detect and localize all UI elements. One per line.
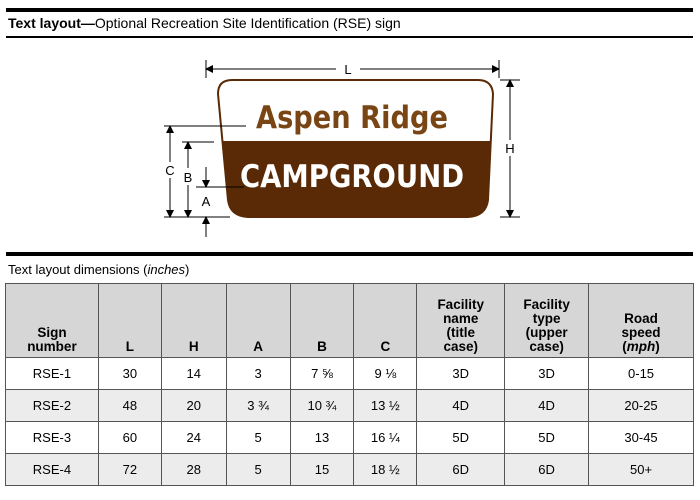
col-header-facility-name: Facility name (title case) (417, 284, 505, 358)
cell-road-speed: 50+ (589, 454, 694, 486)
cell-L: 48 (98, 390, 161, 422)
header-text: Optional Recreation Site Identification (RSE) sign (94, 15, 401, 31)
cell-A: 3 (226, 358, 290, 390)
cell-H: 28 (161, 454, 226, 486)
cell-road-speed: 20-25 (589, 390, 694, 422)
col-header-facility-type: Facility type (upper case) (505, 284, 589, 358)
col-header-H: H (161, 284, 226, 358)
cell-C: 13 ½ (354, 390, 417, 422)
cell-facility-type: 4D (505, 390, 589, 422)
section-rule (6, 252, 693, 256)
cell-A: 3 ¾ (226, 390, 290, 422)
cell-facility-type: 6D (505, 454, 589, 486)
col-header-sign-number: Sign number (6, 284, 99, 358)
dimension-A (202, 167, 211, 237)
header-bold: Text layout— (8, 15, 95, 31)
cell-H: 14 (161, 358, 226, 390)
sign-facility-type: CAMPGROUND (240, 159, 464, 195)
cell-B: 10 ¾ (290, 390, 354, 422)
dimension-L (206, 60, 499, 78)
top-rule (6, 8, 693, 12)
table-row (6, 358, 694, 390)
table-row (6, 422, 694, 454)
dimension-C (165, 129, 174, 214)
cell-facility-name: 4D (417, 390, 505, 422)
col-header-road-speed: Road speed (mph) (589, 284, 694, 358)
cell-A: 5 (226, 454, 290, 486)
dimension-H (500, 80, 520, 217)
cell-C: 18 ½ (354, 454, 417, 486)
col-header-A: A (226, 284, 290, 358)
cell-L: 60 (98, 422, 161, 454)
cell-facility-name: 6D (417, 454, 505, 486)
label-B: B (183, 170, 193, 185)
cell-B: 15 (290, 454, 354, 486)
label-A: A (201, 194, 211, 209)
cell-sign-number: RSE-3 (6, 422, 99, 454)
cell-facility-name: 5D (417, 422, 505, 454)
table-row (6, 454, 694, 486)
cell-sign-number: RSE-2 (6, 390, 99, 422)
cell-C: 9 ⅛ (354, 358, 417, 390)
cell-H: 20 (161, 390, 226, 422)
cell-facility-type: 3D (505, 358, 589, 390)
cell-L: 72 (98, 454, 161, 486)
sign-site-name: Aspen Ridge (256, 100, 448, 136)
cell-facility-type: 5D (505, 422, 589, 454)
cell-C: 16 ¼ (354, 422, 417, 454)
col-header-B: B (290, 284, 354, 358)
dimension-B (184, 145, 193, 214)
cell-road-speed: 30-45 (589, 422, 694, 454)
sign-layout-diagram (0, 40, 700, 250)
header-rule (6, 36, 693, 38)
table-row (6, 390, 694, 422)
cell-sign-number: RSE-1 (6, 358, 99, 390)
label-L: L (344, 62, 352, 77)
table-header-row (6, 284, 694, 358)
cell-sign-number: RSE-4 (6, 454, 99, 486)
dimensions-table (5, 283, 694, 486)
cell-B: 13 (290, 422, 354, 454)
cell-A: 5 (226, 422, 290, 454)
table-caption: Text layout dimensions (inches) (8, 262, 190, 277)
label-C: C (165, 163, 175, 178)
cell-B: 7 ⅝ (290, 358, 354, 390)
cell-road-speed: 0-15 (589, 358, 694, 390)
label-H: H (505, 141, 515, 156)
cell-L: 30 (98, 358, 161, 390)
col-header-L: L (98, 284, 161, 358)
col-header-C: C (354, 284, 417, 358)
cell-H: 24 (161, 422, 226, 454)
page-header (8, 15, 401, 31)
cell-facility-name: 3D (417, 358, 505, 390)
rse-sign (200, 80, 520, 221)
